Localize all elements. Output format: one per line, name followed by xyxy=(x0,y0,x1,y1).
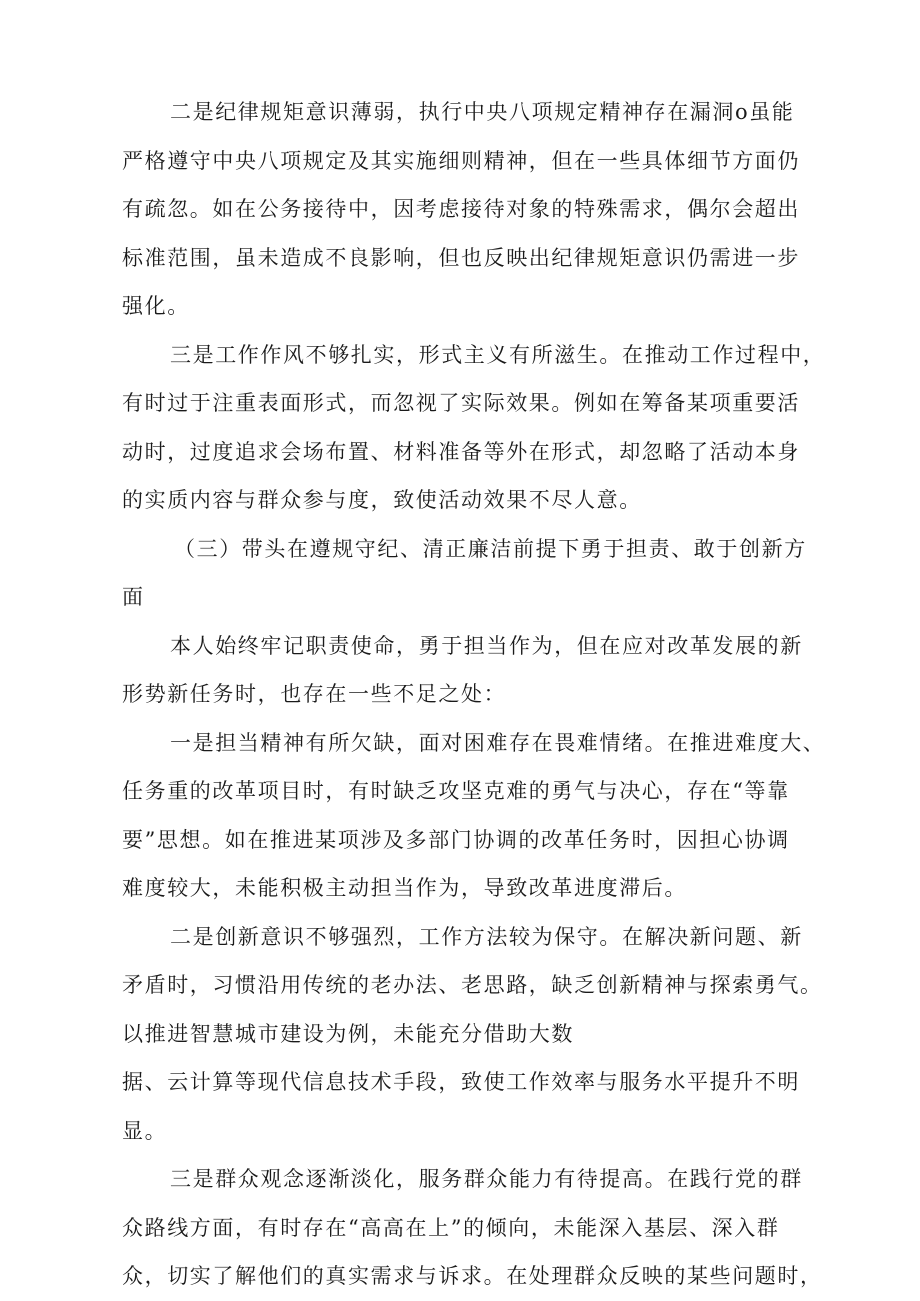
paragraph-mass-line xyxy=(122,1155,825,1301)
text-line: 众，切实了解他们的真实需求与诉求。在处理群众反映的某些问题时， xyxy=(122,1264,823,1288)
paragraph-intro xyxy=(122,622,825,719)
paragraph-work-style xyxy=(122,331,825,525)
text-line: 难度较大，未能积极主动担当作为，导致改革进度滞后。 xyxy=(122,876,687,900)
text-line: 二是创新意识不够强烈，工作方法较为保守。在解决新问题、新 xyxy=(170,924,803,949)
text-line: 显。 xyxy=(122,1118,168,1143)
text-line: 矛盾时，习惯沿用传统的老办法、老思路，缺乏创新精神与探索勇气。 xyxy=(122,973,823,997)
paragraph-innovation-continued xyxy=(122,1058,825,1155)
text-line: 严格遵守中央八项规定及其实施细则精神，但在一些具体细节方面仍 xyxy=(122,148,800,173)
text-line: 据、云计算等现代信息技术手段，致使工作效率与服务水平提升不明 xyxy=(122,1070,800,1094)
text-line: 有疏忽。如在公务接待中，因考虑接待对象的特殊需求，偶尔会超出 xyxy=(122,197,800,221)
paragraph-responsibility xyxy=(122,719,825,913)
text-line: 三是群众观念逐渐淡化，服务群众能力有待提高。在践行党的群 xyxy=(170,1167,803,1191)
text-line: 一是担当精神有所欠缺，面对困难存在畏难情绪。在推进难度大、 xyxy=(170,730,826,755)
heading-line: （三）带头在遵规守纪、清正廉洁前提下勇于担责、敢于创新方 xyxy=(174,536,807,561)
paragraph-innovation xyxy=(122,913,825,1059)
text-line: 有时过于注重表面形式，而忽视了实际效果。例如在筹备某项重要活 xyxy=(122,391,800,415)
text-line: 强化。 xyxy=(122,294,190,318)
paragraph-discipline-awareness xyxy=(122,88,825,331)
text-line: 二是纪律规矩意识薄弱，执行中央八项规定精神存在漏洞o虽能 xyxy=(170,100,795,124)
text-line: 众路线方面，有时存在“高高在上”的倾向，未能深入基层、深入群 xyxy=(122,1215,780,1240)
text-line: 三是工作作风不够扎实，形式主义有所滋生。在推动工作过程中， xyxy=(170,342,826,367)
text-line: 标准范围，虽未造成不良影响，但也反映出纪律规矩意识仍需进一步 xyxy=(122,245,800,270)
heading-line: 面 xyxy=(122,585,145,609)
text-line: 要”思想。如在推进某项涉及多部门协调的改革任务时，因担心协调 xyxy=(122,827,790,852)
section-heading-three xyxy=(122,525,825,622)
text-line: 形势新任务时，也存在一些不足之处： xyxy=(122,682,507,706)
text-line: 本人始终牢记职责使命，勇于担当作为，但在应对改革发展的新 xyxy=(170,633,803,658)
text-line: 动时，过度追求会场布置、材料准备等外在形式，却忽略了活动本身 xyxy=(122,439,800,464)
text-line: 以推进智慧城市建设为例，未能充分借助大数 xyxy=(122,1021,574,1046)
text-line: 任务重的改革项目时，有时缺乏攻坚克难的勇气与决心，存在“等靠 xyxy=(122,779,790,803)
text-line: 的实质内容与群众参与度，致使活动效果不尽人意。 xyxy=(122,488,642,512)
